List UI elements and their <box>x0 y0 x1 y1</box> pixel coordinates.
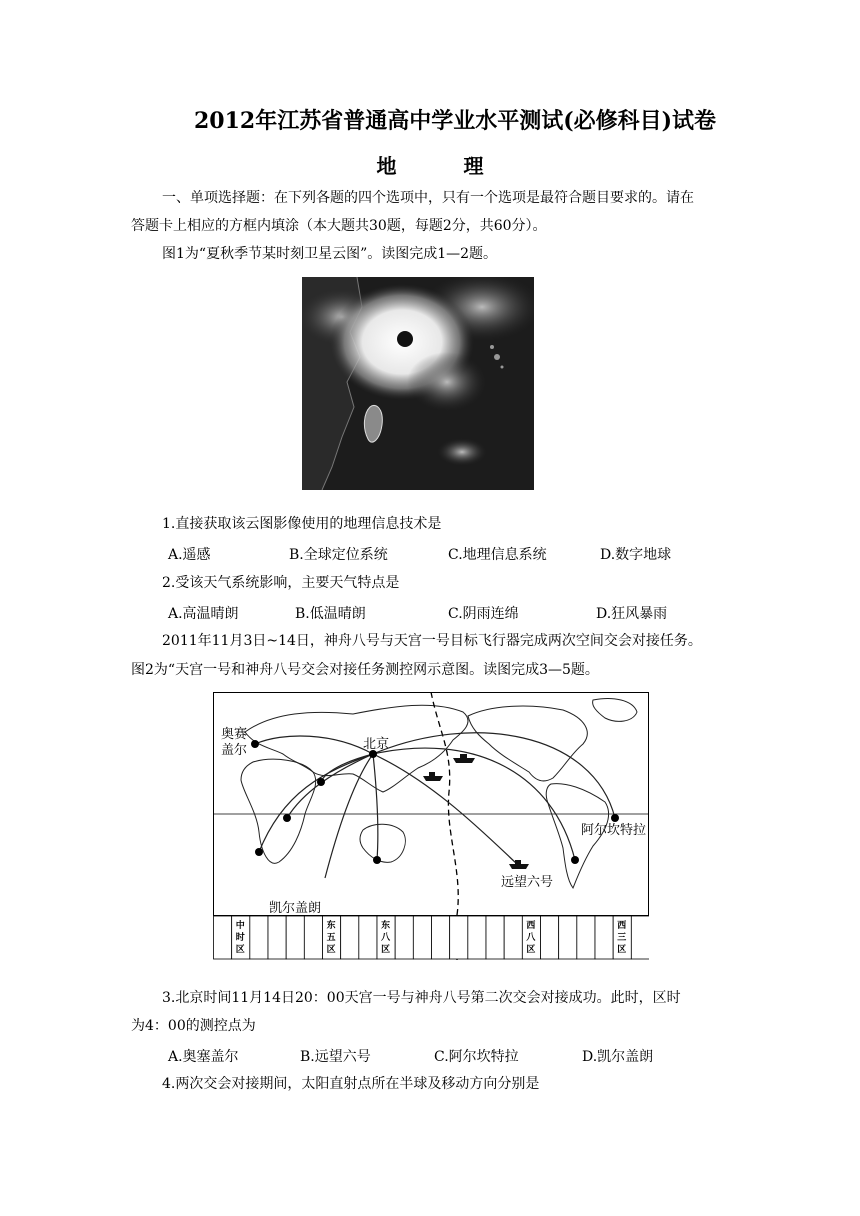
zone-cell <box>504 916 522 959</box>
zone-cell <box>559 916 577 959</box>
q3-line1: 3.北京时间11月14日20：00天宫一号与神舟八号第二次交会对接成功。此时，区时 <box>162 990 681 1006</box>
q3-option-b: B.远望六号 <box>300 1049 371 1065</box>
fig2-intro-line1: 2011年11月3日~14日，神舟八号与天宫一号目标飞行器完成两次空间交会对接任务。 <box>162 633 702 649</box>
zone-cell <box>395 916 413 959</box>
zone-label: 西 <box>526 920 536 930</box>
label-alcantara: 阿尔坎特拉 <box>581 822 647 837</box>
zone-cell <box>250 916 268 959</box>
section1-line2: 答题卡上相应的方框内填涂（本大题共30题，每题2分，共60分）。 <box>131 218 547 234</box>
zone-cell <box>304 916 322 959</box>
q1-option-c: C.地理信息系统 <box>448 547 547 563</box>
q1-option-b: B.全球定位系统 <box>289 547 388 563</box>
zone-cell <box>468 916 486 959</box>
q2-option-a: A.高温晴朗 <box>168 606 239 622</box>
zone-label: 八 <box>526 932 536 942</box>
zone-cell <box>631 916 649 959</box>
zone-label: 区 <box>381 944 391 954</box>
zone-cell <box>341 916 359 959</box>
label-kerguelen: 凯尔盖朗 <box>269 900 322 915</box>
q1-option-a: A.遥感 <box>168 547 211 563</box>
zone-cell <box>268 916 286 959</box>
zone-label: 区 <box>326 944 336 954</box>
zone-label: 区 <box>617 944 627 954</box>
label-oberpfaffenhofen-1: 奥赛 <box>221 726 248 741</box>
zone-cell <box>541 916 559 959</box>
label-beijing: 北京 <box>363 736 390 751</box>
label-oberpfaffenhofen-2: 盖尔 <box>221 742 248 757</box>
q2-option-b: B.低温晴朗 <box>295 606 366 622</box>
zone-label: 中 <box>235 920 245 930</box>
label-yuanwang: 远望六号 <box>501 874 554 889</box>
q3-option-c: C.阿尔坎特拉 <box>434 1049 519 1065</box>
subject-char-1: 地 <box>376 154 397 178</box>
q1-stem: 1.直接获取该云图影像使用的地理信息技术是 <box>162 516 442 532</box>
zone-label: 区 <box>526 944 536 954</box>
fig1-intro: 图1为“夏秋季节某时刻卫星云图”。读图完成1—2题。 <box>162 246 498 262</box>
zone-cell <box>450 916 468 959</box>
zone-label: 区 <box>235 944 245 954</box>
q4-stem: 4.两次交会对接期间，太阳直射点所在半球及移动方向分别是 <box>162 1076 540 1092</box>
q2-option-d: D.狂风暴雨 <box>596 606 668 622</box>
q3-option-d: D.凯尔盖朗 <box>582 1049 654 1065</box>
zone-cell <box>577 916 595 959</box>
zone-label: 时 <box>235 932 245 942</box>
q3-option-a: A.奥塞盖尔 <box>168 1049 239 1065</box>
zone-cell <box>214 916 232 959</box>
q1-option-d: D.数字地球 <box>600 547 672 563</box>
zone-cell <box>432 916 450 959</box>
zone-label: 东 <box>381 920 391 930</box>
page-title: 2012年江苏省普通高中学业水平测试(必修科目)试卷 <box>193 108 717 134</box>
zone-label: 三 <box>617 932 627 942</box>
fig2-intro-line2: 图2为“天宫一号和神舟八号交会对接任务测控网示意图。读图完成3—5题。 <box>131 662 599 678</box>
satellite-cloud-image <box>302 277 534 490</box>
zone-label: 西 <box>617 920 627 930</box>
q2-stem: 2.受该天气系统影响，主要天气特点是 <box>162 575 400 591</box>
subject-char-2: 理 <box>463 154 484 178</box>
zone-label: 东 <box>326 920 336 930</box>
subject-heading <box>0 150 860 179</box>
q2-option-c: C.阴雨连绵 <box>448 606 519 622</box>
q3-line2: 为4：00的测控点为 <box>131 1018 256 1034</box>
zone-cell <box>359 916 377 959</box>
zone-cell <box>413 916 431 959</box>
zone-cell <box>486 916 504 959</box>
zone-cell <box>286 916 304 959</box>
section1-line1: 一、单项选择题：在下列各题的四个选项中，只有一个选项是最符合题目要求的。请在 <box>162 190 694 206</box>
time-zone-strip <box>214 916 650 959</box>
zone-label: 五 <box>326 932 336 942</box>
tracking-network-map <box>213 692 649 960</box>
zone-cell <box>595 916 613 959</box>
zone-label: 八 <box>381 932 391 942</box>
